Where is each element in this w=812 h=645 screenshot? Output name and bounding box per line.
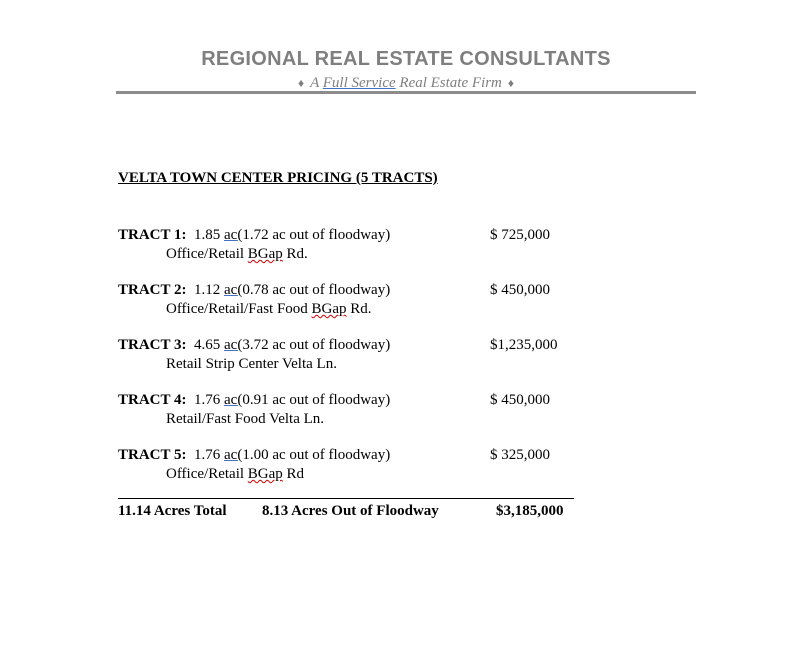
tract-row [118, 226, 390, 264]
tract-price: $1,235,000 [490, 337, 558, 353]
diamond-icon: ♦ [507, 76, 515, 90]
letterhead-divider [116, 91, 696, 94]
tagline-part-c: Real Estate Firm [399, 75, 502, 91]
tract-label: TRACT 3: [118, 337, 187, 353]
total-acres: 11.14 Acres Total [118, 503, 227, 519]
firm-name: REGIONAL REAL ESTATE CONSULTANTS [201, 48, 611, 70]
tract-unit: ac [223, 337, 238, 353]
tract-row [118, 446, 390, 484]
tract-price: $ 725,000 [490, 227, 550, 243]
tagline-part-b: Full Service [322, 75, 396, 91]
tract-acres: 1.12 [193, 282, 221, 298]
tract-unit: ac [223, 282, 238, 298]
tract-price: $ 325,000 [490, 447, 550, 463]
tract-use: Retail/Fast Food Velta Ln. [166, 411, 325, 427]
tract-road: BGap [311, 301, 347, 317]
tract-use: Office/Retail/Fast Food [166, 301, 312, 317]
tract-floodway-paren: ( [237, 392, 243, 408]
tract-floodway-paren: ( [237, 447, 243, 463]
tagline-part-a: A [310, 75, 320, 91]
tract-use: Office/Retail [166, 246, 248, 262]
total-price: $3,185,000 [496, 503, 564, 519]
tract-floodway-paren: ( [237, 227, 243, 243]
tract-label: TRACT 2: [118, 282, 187, 298]
tract-road-suffix: Rd [282, 466, 305, 482]
tract-acres: 1.85 [193, 227, 221, 243]
tract-road-suffix: Rd. [346, 301, 372, 317]
totals-divider [118, 498, 574, 499]
tract-price: $ 450,000 [490, 282, 550, 298]
tract-label: TRACT 1: [118, 227, 187, 243]
tract-acres: 4.65 [193, 337, 221, 353]
tract-row [118, 391, 390, 429]
pricing-heading: VELTA TOWN CENTER PRICING (5 TRACTS) [118, 170, 438, 186]
tract-floodway: 1.00 ac out of floodway) [242, 447, 391, 463]
letterhead [116, 46, 696, 93]
total-out-of-floodway: 8.13 Acres Out of Floodway [262, 503, 439, 519]
tract-floodway: 0.78 ac out of floodway) [242, 282, 391, 298]
tract-use: Office/Retail [166, 466, 248, 482]
tagline [116, 73, 696, 93]
tract-floodway-paren: ( [237, 337, 243, 353]
tract-use: Retail Strip Center Velta Ln. [166, 356, 337, 372]
tract-floodway-paren: ( [237, 282, 243, 298]
tract-row [118, 336, 390, 374]
tract-unit: ac [223, 447, 238, 463]
tract-floodway: 0.91 ac out of floodway) [242, 392, 391, 408]
tract-acres: 1.76 [193, 447, 221, 463]
tract-floodway: 1.72 ac out of floodway) [242, 227, 391, 243]
tract-price: $ 450,000 [490, 392, 550, 408]
diamond-icon: ♦ [297, 76, 305, 90]
tract-road: BGap [247, 466, 283, 482]
tract-label: TRACT 4: [118, 392, 187, 408]
tract-label: TRACT 5: [118, 447, 187, 463]
tract-road-suffix: Rd. [282, 246, 308, 262]
tract-row [118, 281, 390, 319]
tract-floodway: 3.72 ac out of floodway) [242, 337, 391, 353]
tract-unit: ac [223, 392, 238, 408]
tract-unit: ac [223, 227, 238, 243]
tract-acres: 1.76 [193, 392, 221, 408]
tract-road: BGap [247, 246, 283, 262]
